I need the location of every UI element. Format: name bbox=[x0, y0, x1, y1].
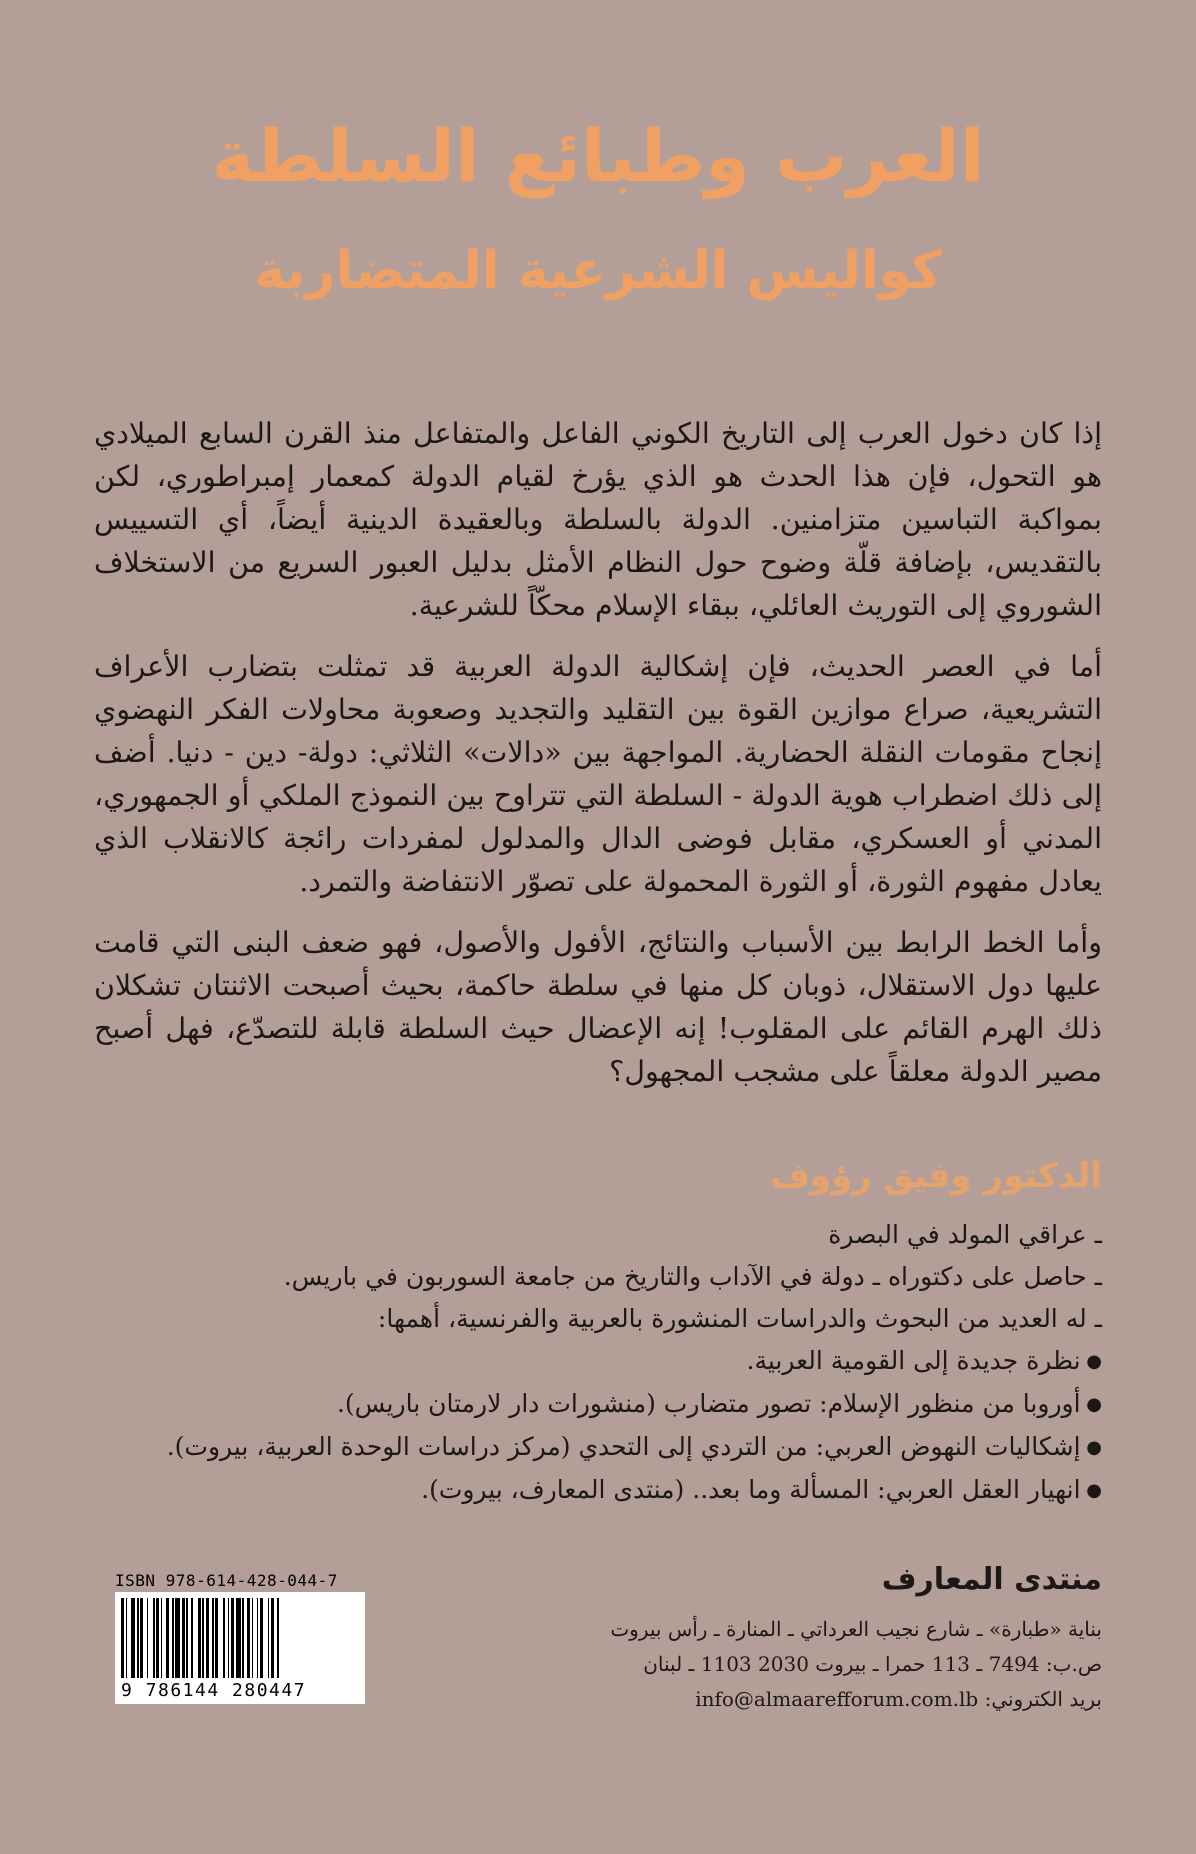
book-subtitle: كواليس الشرعية المتضاربة bbox=[254, 241, 942, 301]
author-name: الدكتور وفيق رؤوف bbox=[770, 1156, 1102, 1196]
email-line: بريد الكتروني: info@almaarefforum.com.lb bbox=[695, 1687, 1102, 1711]
bio-line: ـ عراقي المولد في البصرة bbox=[828, 1220, 1102, 1249]
work-item: ● أوروبا من منظور الإسلام: تصور متضارب (منشورات دار لارمتان باريس). bbox=[102, 1383, 1102, 1426]
isbn-barcode bbox=[115, 1570, 365, 1710]
author-bio bbox=[102, 1214, 1102, 1512]
publisher-address bbox=[542, 1612, 1102, 1717]
blurb-paragraph: إذا كان دخول العرب إلى التاريخ الكوني الفاعل والمتفاعل منذ القرن السابع الميلادي هو التحول، فإن هذا الحدث هو الذي يؤرخ لقيام الدولة كمعمار إمبراطوري، لكن بمواكبة التباسين متزامنين. الدولة بالسلطة وبالعقيدة الدينية أيضاً، أي التسييس بالتقديس، بإضافة قلّة وضوح حول النظام الأمثل بدليل العبور السريع من الاستخلاف الشوروي إلى التوريث العائلي، ببقاء الإسلام محكّاً للشرعية. bbox=[94, 417, 1102, 622]
bio-line: ـ حاصل على دكتوراه ـ دولة في الآداب والتاريخ من جامعة السوربون في باريس. bbox=[283, 1262, 1102, 1291]
blurb-paragraph: وأما الخط الرابط بين الأسباب والنتائج، الأفول والأصول، فهو ضعف البنى التي قامت عليها دول الاستقلال، ذوبان كل منها في سلطة حاكمة، بحيث أصبحت الاثنتان تشكلان ذلك الهرم القائم على المقلوب! إنه الإعضال حيث السلطة قابلة للتصدّع، فهل أصبح مصير الدولة معلقاً على مشجب المجهول؟ bbox=[94, 926, 1102, 1088]
barcode-bar bbox=[279, 1598, 281, 1678]
blurb-paragraph: أما في العصر الحديث، فإن إشكالية الدولة العربية قد تمثلت بتضارب الأعراف التشريعية، صراع موازين القوة بين التقليد والتجديد وصعوبة محاولات الفكر النهضوي إنجاح مقومات النقلة الحضارية. المواجهة بين «دالات» الثلاثي: دولة- دين - دنيا. أضف إلى ذلك اضطراب هوية الدولة - السلطة التي تتراوح بين النموذج الملكي أو الجمهوري، المدني أو العسكري، مقابل فوضى الدال والمدلول لمفردات رائجة كالانقلاب الذي يعادل مفهوم الثورة، أو الثورة المحمولة على تصوّر الانتفاضة والتمرد. bbox=[94, 650, 1102, 898]
isbn-label: ISBN 978-614-428-044-7 bbox=[115, 1571, 338, 1590]
work-item: ● إشكاليات النهوض العربي: من التردي إلى التحدي (مركز دراسات الوحدة العربية، بيروت). bbox=[102, 1426, 1102, 1469]
book-title: العرب وطبائع السلطة bbox=[211, 114, 985, 198]
bio-line: ـ له العديد من البحوث والدراسات المنشورة بالعربية والفرنسية، أهمها: bbox=[377, 1304, 1102, 1333]
barcode-bars bbox=[115, 1592, 365, 1678]
publisher-name: منتدى المعارف bbox=[881, 1562, 1102, 1597]
pobox-line: ص.ب: 7494 ـ 113 حمرا ـ بيروت 2030 1103 ـ لبنان bbox=[643, 1652, 1102, 1676]
blurb bbox=[94, 412, 1102, 1111]
work-item: ● نظرة جديدة إلى القومية العربية. bbox=[102, 1340, 1102, 1383]
address-line: بناية «طبارة» ـ شارع نجيب العرداتي ـ المنارة ـ رأس بيروت bbox=[610, 1617, 1102, 1641]
isbn-digits: 9 786144 280447 bbox=[115, 1678, 365, 1704]
work-item: ● انهيار العقل العربي: المسألة وما بعد.. (منتدى المعارف، بيروت). bbox=[102, 1469, 1102, 1512]
